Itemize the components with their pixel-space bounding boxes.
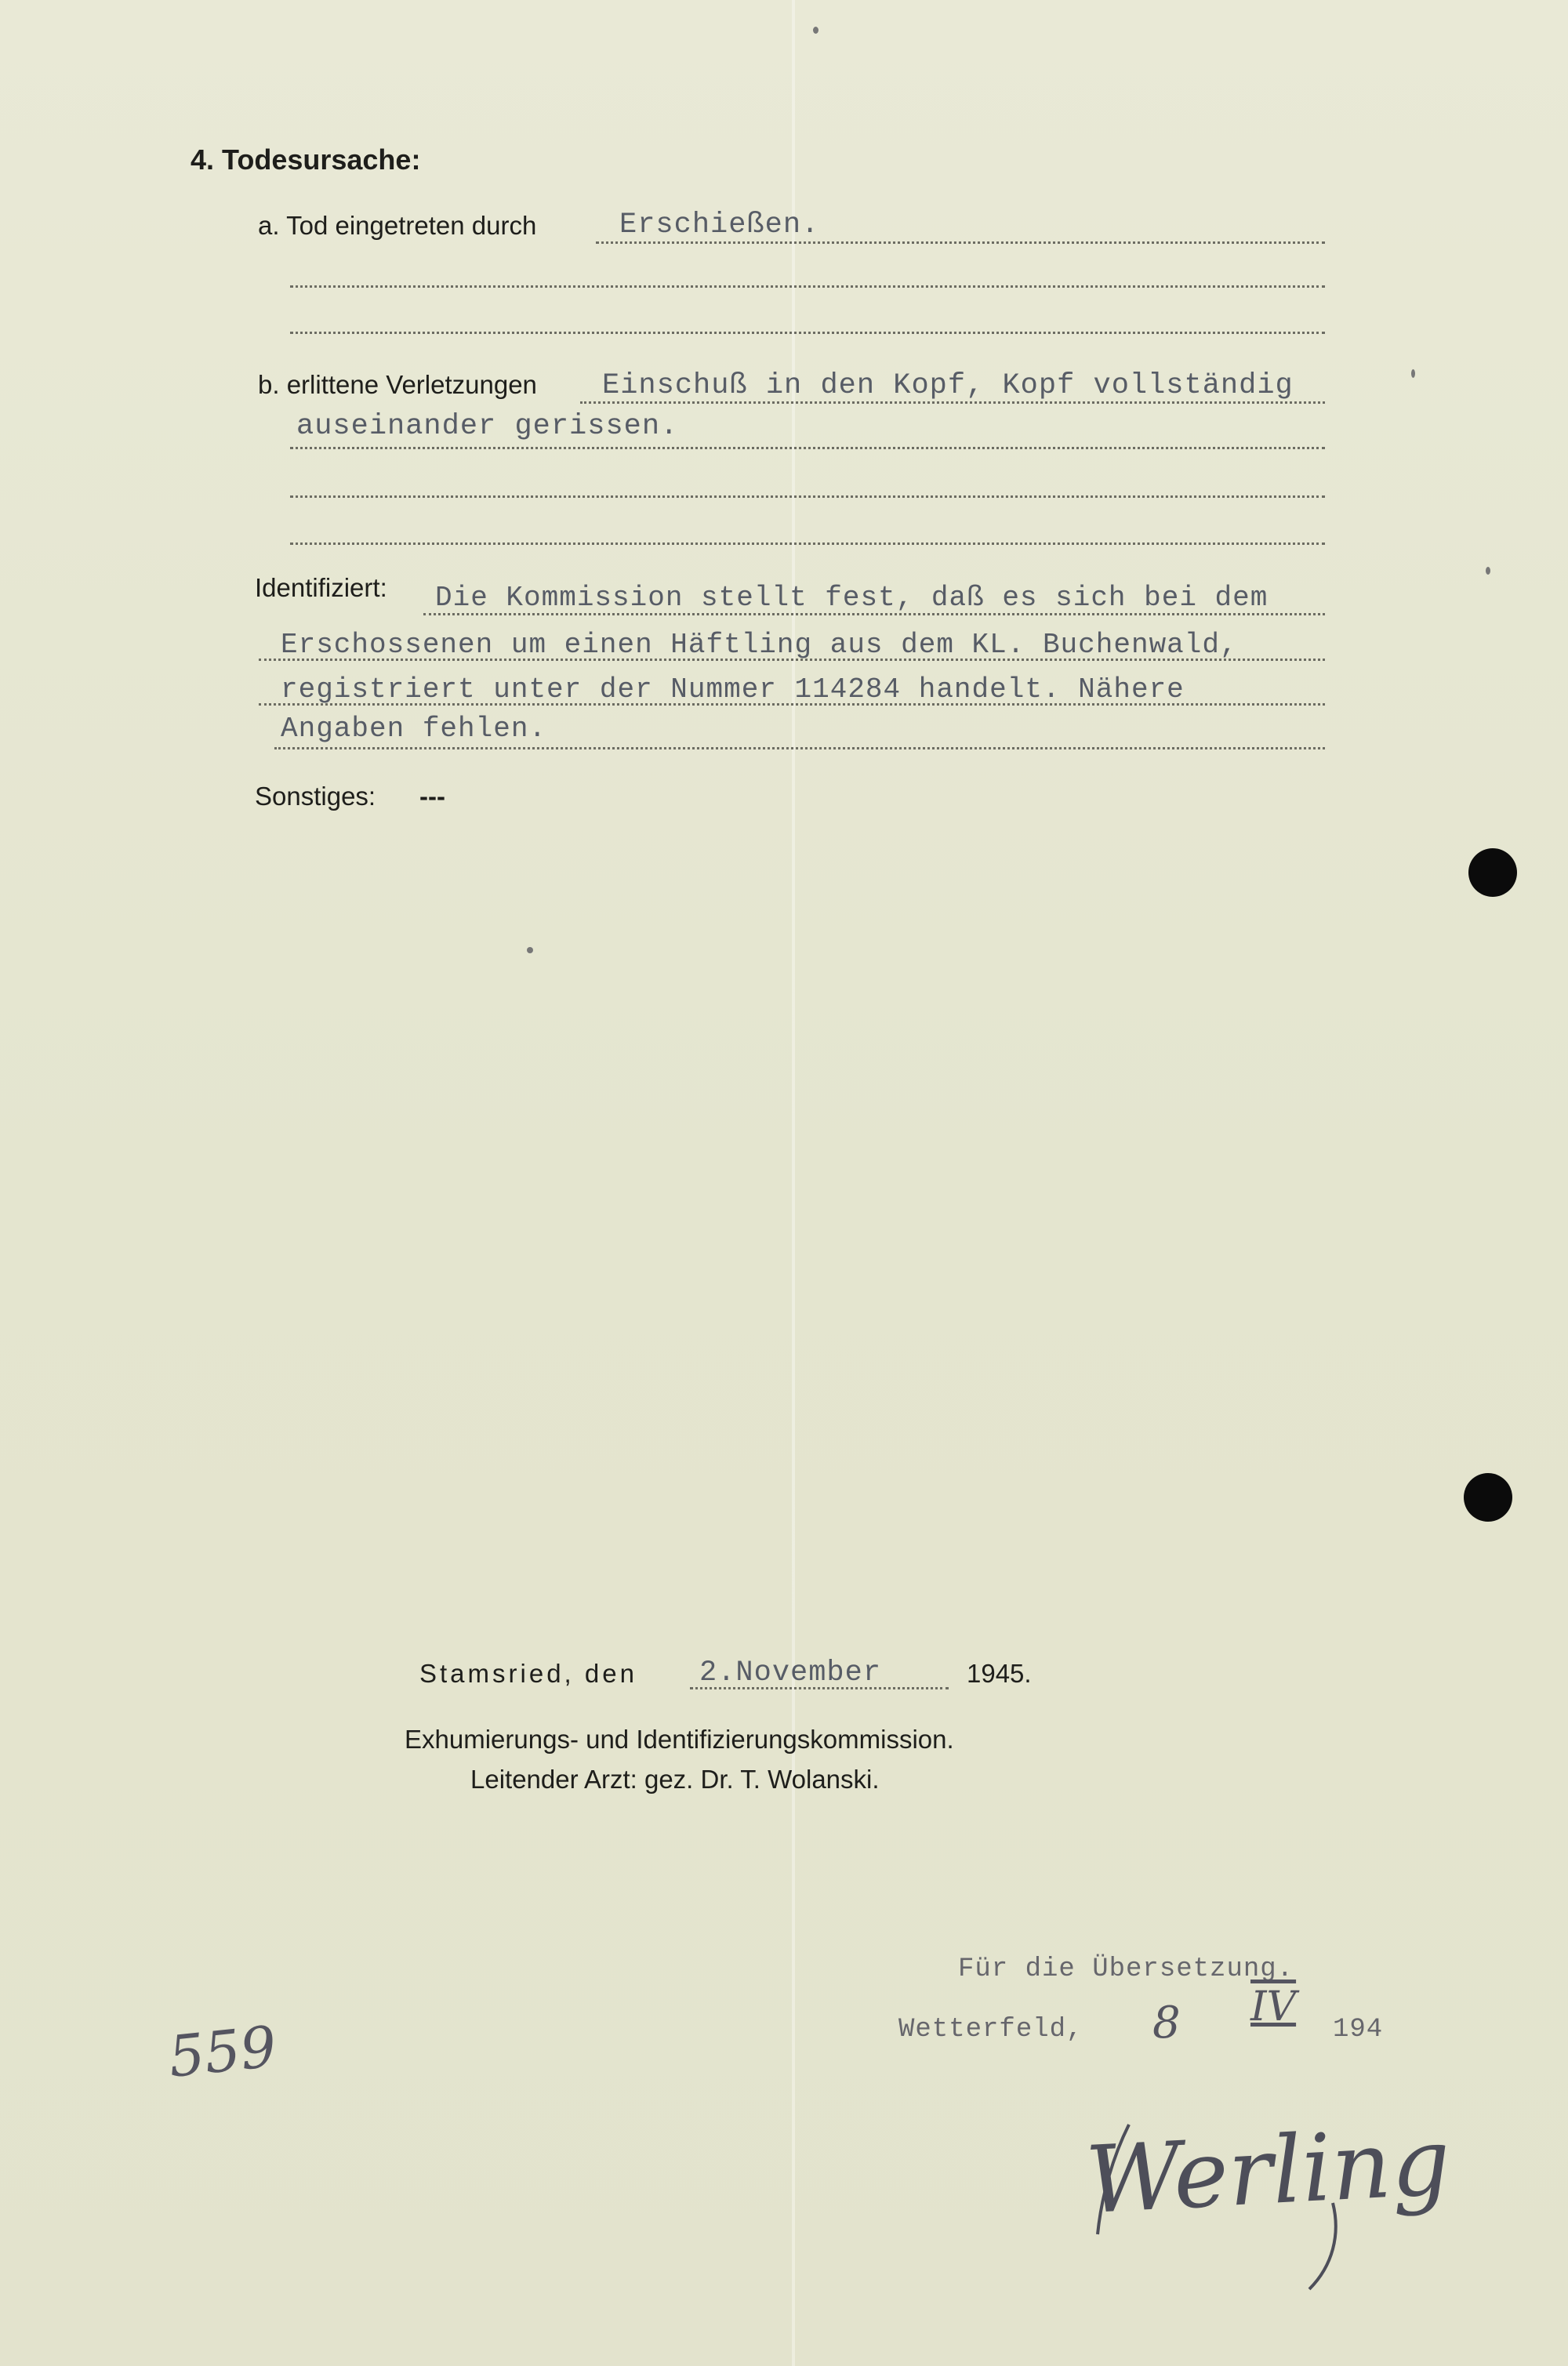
commission-name: Exhumierungs- und Identifizierungskommission. (405, 1725, 954, 1754)
identified-line-3: registriert unter der Nummer 114284 handelt. Nähere (281, 673, 1185, 706)
date: 2.November (699, 1657, 882, 1689)
injuries-line-1 (580, 401, 1325, 404)
identified-line-4: Angaben fehlen. (281, 713, 547, 745)
date-line (690, 1687, 949, 1689)
year: 1945. (967, 1659, 1032, 1688)
punch-hole-upper (1468, 848, 1517, 897)
page-number: 559 (165, 2013, 280, 2090)
cause-value: Erschießen. (619, 209, 820, 241)
speck (1411, 369, 1415, 378)
signature: Werling (1083, 2107, 1454, 2235)
identified-label: Identifiziert: (255, 573, 387, 602)
translation-month: IV (1250, 1983, 1297, 2030)
section-heading: 4. Todesursache: (191, 143, 421, 176)
injuries-value-line-2: auseinander gerissen. (296, 410, 679, 443)
signature-flourish (1082, 2109, 1380, 2297)
cause-line-3 (290, 332, 1325, 334)
injuries-line-2 (290, 447, 1325, 449)
speck (813, 27, 818, 34)
translation-year: 194 (1333, 2015, 1384, 2045)
injuries-value-line-1: Einschuß in den Kopf, Kopf vollständig (602, 369, 1294, 402)
cause-line-2 (290, 285, 1325, 288)
injuries-label: b. erlittene Verletzungen (258, 370, 537, 399)
other-value: --- (419, 782, 445, 811)
identified-line-1: Die Kommission stellt fest, daß es sich bei dem (435, 582, 1269, 614)
place: Stamsried, den (419, 1659, 637, 1688)
punch-hole-lower (1464, 1473, 1512, 1522)
identified-dots-2 (259, 659, 1325, 661)
identified-dots-1 (423, 613, 1325, 615)
translation-day: 8 (1152, 1998, 1181, 2048)
identified-dots-4 (274, 747, 1325, 749)
lead-doctor: Leitender Arzt: gez. Dr. T. Wolanski. (470, 1765, 880, 1794)
speck (1486, 567, 1490, 575)
identified-dots-3 (259, 703, 1325, 706)
cause-label: a. Tod eingetreten durch (258, 211, 537, 240)
identified-line-2: Erschossenen um einen Häftling aus dem KL. Buchenwald, (281, 629, 1238, 661)
paper-fold (792, 0, 795, 2366)
cause-line-1 (596, 241, 1325, 244)
other-label: Sonstiges: (255, 782, 376, 811)
translation-place: Wetterfeld, (898, 2015, 1083, 2045)
translation-note: Für die Übersetzung. (958, 1954, 1294, 1984)
injuries-line-3 (290, 495, 1325, 498)
injuries-line-4 (290, 543, 1325, 545)
speck (527, 947, 533, 953)
